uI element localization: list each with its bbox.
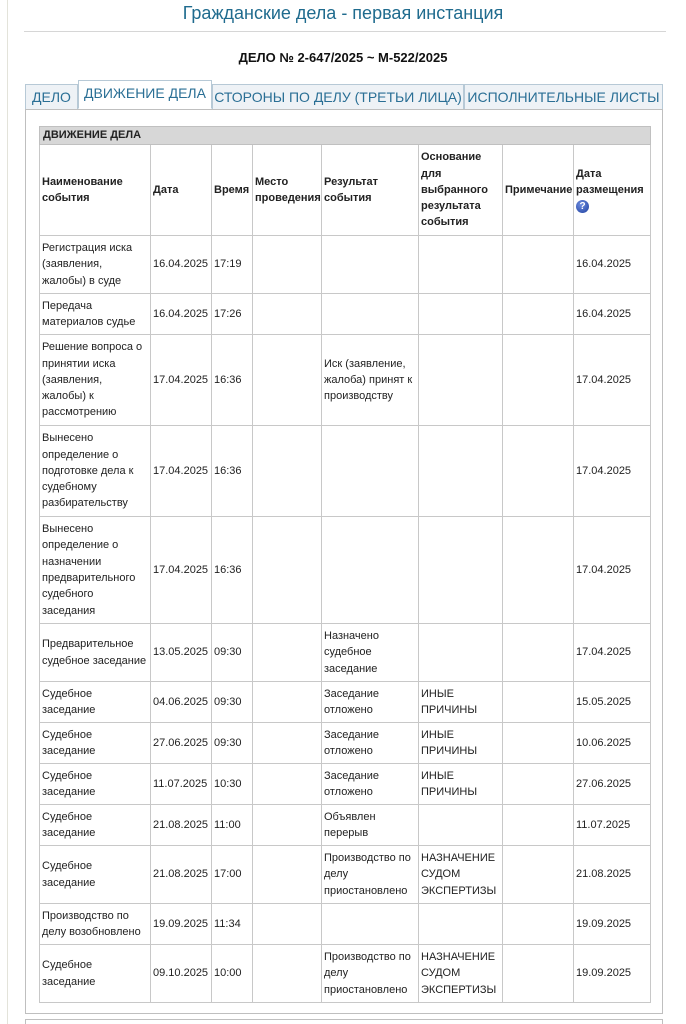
cell-posted: 16.04.2025: [574, 236, 651, 294]
cell-result: Объявлен перерыв: [322, 805, 419, 846]
column-header: Результат события: [322, 145, 419, 236]
cell-event: Судебное заседание: [40, 764, 151, 805]
cell-time: 10:00: [212, 945, 253, 1003]
cell-note: [503, 846, 574, 904]
table-row: [40, 723, 651, 764]
cell-time: 11:00: [212, 805, 253, 846]
cell-posted: 11.07.2025: [574, 805, 651, 846]
cell-event: Судебное заседание: [40, 723, 151, 764]
cell-time: 17:19: [212, 236, 253, 294]
cell-time: 17:26: [212, 294, 253, 335]
cell-place: [253, 904, 322, 945]
cell-date: 21.08.2025: [151, 846, 212, 904]
cell-basis: [419, 236, 503, 294]
table-row: [40, 945, 651, 1003]
cell-note: [503, 723, 574, 764]
help-icon[interactable]: ?: [576, 200, 589, 213]
cell-result: [322, 294, 419, 335]
cell-event: Вынесено определение о подготовке дела к судебному разбирательству: [40, 426, 151, 517]
cell-note: [503, 624, 574, 682]
cell-basis: НАЗНАЧЕНИЕ СУДОМ ЭКСПЕРТИЗЫ: [419, 846, 503, 904]
cell-posted: 27.06.2025: [574, 764, 651, 805]
case-number: ДЕЛО № 2-647/2025 ~ М-522/2025: [238, 50, 448, 65]
cell-time: 17:00: [212, 846, 253, 904]
cell-event: Регистрация иска (заявления, жалобы) в суде: [40, 236, 151, 294]
cell-result: [322, 517, 419, 624]
cell-basis: [419, 335, 503, 426]
cell-note: [503, 682, 574, 723]
cell-event: Судебное заседание: [40, 846, 151, 904]
cell-place: [253, 236, 322, 294]
cell-posted: 17.04.2025: [574, 517, 651, 624]
cell-posted: 21.08.2025: [574, 846, 651, 904]
column-header-label: Дата размещения: [576, 167, 644, 196]
cell-result: Иск (заявление, жалоба) принят к производству: [322, 335, 419, 426]
page-title: Гражданские дела - первая инстанция: [182, 3, 504, 23]
table-header-row: [40, 145, 651, 236]
cell-date: 21.08.2025: [151, 805, 212, 846]
cell-place: [253, 682, 322, 723]
cell-basis: [419, 517, 503, 624]
table-row: [40, 904, 651, 945]
cell-basis: [419, 624, 503, 682]
cell-event: Передача материалов судье: [40, 294, 151, 335]
cell-event: Судебное заседание: [40, 805, 151, 846]
cell-note: [503, 335, 574, 426]
cell-basis: ИНЫЕ ПРИЧИНЫ: [419, 764, 503, 805]
cell-time: 10:30: [212, 764, 253, 805]
tab-case[interactable]: ДЕЛО: [25, 84, 78, 111]
cell-posted: 15.05.2025: [574, 682, 651, 723]
cell-note: [503, 517, 574, 624]
cell-date: 19.09.2025: [151, 904, 212, 945]
cell-posted: 10.06.2025: [574, 723, 651, 764]
cell-basis: ИНЫЕ ПРИЧИНЫ: [419, 682, 503, 723]
cell-date: 04.06.2025: [151, 682, 212, 723]
cell-note: [503, 294, 574, 335]
cell-date: 16.04.2025: [151, 236, 212, 294]
cell-date: 13.05.2025: [151, 624, 212, 682]
table-row: [40, 236, 651, 294]
cell-result: Заседание отложено: [322, 682, 419, 723]
cell-date: 17.04.2025: [151, 517, 212, 624]
cell-date: 17.04.2025: [151, 335, 212, 426]
cell-result: Назначено судебное заседание: [322, 624, 419, 682]
cell-basis: НАЗНАЧЕНИЕ СУДОМ ЭКСПЕРТИЗЫ: [419, 945, 503, 1003]
column-header-posted: [574, 145, 651, 236]
table-caption: ДВИЖЕНИЕ ДЕЛА: [40, 127, 651, 145]
column-header: Дата: [151, 145, 212, 236]
cell-date: 16.04.2025: [151, 294, 212, 335]
cell-time: 09:30: [212, 682, 253, 723]
cell-event: Решение вопроса о принятии иска (заявления, жалобы) к рассмотрению: [40, 335, 151, 426]
cell-date: 27.06.2025: [151, 723, 212, 764]
cell-result: [322, 236, 419, 294]
cell-event: Производство по делу возобновлено: [40, 904, 151, 945]
cell-posted: 19.09.2025: [574, 945, 651, 1003]
cell-time: 16:36: [212, 426, 253, 517]
cell-note: [503, 426, 574, 517]
cell-time: 09:30: [212, 624, 253, 682]
cell-event: Вынесено определение о назначении предварительного судебного заседания: [40, 517, 151, 624]
table-row: [40, 764, 651, 805]
cell-date: 09.10.2025: [151, 945, 212, 1003]
cell-place: [253, 624, 322, 682]
cell-place: [253, 764, 322, 805]
cell-result: Производство по делу приостановлено: [322, 846, 419, 904]
cell-event: Судебное заседание: [40, 682, 151, 723]
cell-note: [503, 805, 574, 846]
case-movement-table: [39, 126, 651, 1003]
title-divider: [24, 31, 666, 32]
cell-place: [253, 945, 322, 1003]
cell-event: Предварительное судебное заседание: [40, 624, 151, 682]
cell-date: 17.04.2025: [151, 426, 212, 517]
cell-place: [253, 517, 322, 624]
column-header: Место проведения: [253, 145, 322, 236]
cell-place: [253, 426, 322, 517]
table-row: [40, 805, 651, 846]
column-header: Наименование события: [40, 145, 151, 236]
cell-note: [503, 904, 574, 945]
cell-posted: 17.04.2025: [574, 624, 651, 682]
cell-time: 09:30: [212, 723, 253, 764]
table-row: [40, 335, 651, 426]
cell-date: 11.07.2025: [151, 764, 212, 805]
cell-basis: [419, 904, 503, 945]
tab-writs[interactable]: ИСПОЛНИТЕЛЬНЫЕ ЛИСТЫ: [464, 84, 663, 111]
cell-result: [322, 904, 419, 945]
cell-time: 11:34: [212, 904, 253, 945]
table-row: [40, 294, 651, 335]
tab-case-movement[interactable]: ДВИЖЕНИЕ ДЕЛА: [78, 80, 212, 109]
column-header: Основание для выбранного результата события: [419, 145, 503, 236]
cell-place: [253, 805, 322, 846]
cell-posted: 19.09.2025: [574, 904, 651, 945]
cell-place: [253, 846, 322, 904]
cell-event: Судебное заседание: [40, 945, 151, 1003]
cell-basis: [419, 805, 503, 846]
cell-posted: 17.04.2025: [574, 335, 651, 426]
cell-result: Заседание отложено: [322, 764, 419, 805]
cell-result: [322, 426, 419, 517]
table-row: [40, 624, 651, 682]
cell-basis: [419, 426, 503, 517]
cell-result: Заседание отложено: [322, 723, 419, 764]
cell-time: 16:36: [212, 335, 253, 426]
cell-result: Производство по делу приостановлено: [322, 945, 419, 1003]
column-header: Время: [212, 145, 253, 236]
cell-posted: 16.04.2025: [574, 294, 651, 335]
cell-posted: 17.04.2025: [574, 426, 651, 517]
column-header: Примечание: [503, 145, 574, 236]
cell-place: [253, 294, 322, 335]
cell-basis: ИНЫЕ ПРИЧИНЫ: [419, 723, 503, 764]
cell-note: [503, 764, 574, 805]
cell-place: [253, 723, 322, 764]
table-row: [40, 682, 651, 723]
tab-parties[interactable]: СТОРОНЫ ПО ДЕЛУ (ТРЕТЬИ ЛИЦА): [212, 84, 464, 111]
cell-note: [503, 945, 574, 1003]
cell-place: [253, 335, 322, 426]
table-row: [40, 517, 651, 624]
cell-time: 16:36: [212, 517, 253, 624]
cell-note: [503, 236, 574, 294]
table-row: [40, 426, 651, 517]
panel-bottom-edge: [25, 1019, 663, 1024]
table-row: [40, 846, 651, 904]
cell-basis: [419, 294, 503, 335]
